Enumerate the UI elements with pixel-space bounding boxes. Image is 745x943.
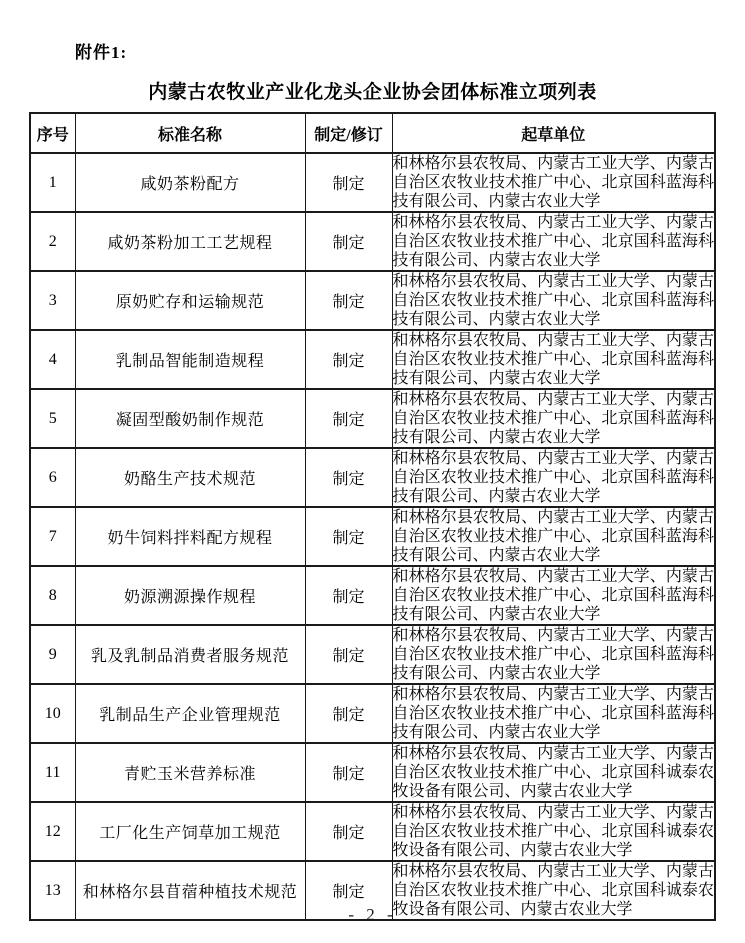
standard-name-cell: 咸奶茶粉配方	[75, 153, 305, 212]
row-number-cell: 9	[30, 625, 75, 684]
standard-name-cell: 奶牛饲料拌料配方规程	[75, 507, 305, 566]
drafting-units-cell: 和林格尔县农牧局、内蒙古工业大学、内蒙古自治区农牧业技术推广中心、北京国科蓝海科技有限公司、内蒙古农业大学	[392, 155, 714, 210]
formulate-revise-cell: 制定	[305, 389, 392, 448]
table-header-row	[30, 113, 715, 153]
drafting-units-cell: 和林格尔县农牧局、内蒙古工业大学、内蒙古自治区农牧业技术推广中心、北京国科蓝海科技有限公司、内蒙古农业大学	[392, 686, 714, 741]
standard-name-cell: 工厂化生产饲草加工规范	[75, 802, 305, 861]
drafting-units-cell: 和林格尔县农牧局、内蒙古工业大学、内蒙古自治区农牧业技术推广中心、北京国科蓝海科技有限公司、内蒙古农业大学	[392, 509, 714, 564]
formulate-revise-cell: 制定	[305, 507, 392, 566]
row-number-cell: 4	[30, 330, 75, 389]
drafting-units-cell: 和林格尔县农牧局、内蒙古工业大学、内蒙古自治区农牧业技术推广中心、北京国科蓝海科技有限公司、内蒙古农业大学	[392, 214, 714, 269]
formulate-revise-cell: 制定	[305, 271, 392, 330]
standard-name-cell: 青贮玉米营养标准	[75, 743, 305, 802]
table-row	[30, 271, 715, 330]
column-header-formulate-revise: 制定/修订	[305, 113, 392, 153]
standard-name-cell: 乳制品生产企业管理规范	[75, 684, 305, 743]
table-row	[30, 802, 715, 861]
standard-name-cell: 乳及乳制品消费者服务规范	[75, 625, 305, 684]
standard-name-cell: 奶源溯源操作规程	[75, 566, 305, 625]
formulate-revise-cell: 制定	[305, 684, 392, 743]
formulate-revise-cell: 制定	[305, 448, 392, 507]
column-header-number: 序号	[30, 113, 75, 153]
table-row	[30, 566, 715, 625]
table-row	[30, 212, 715, 271]
row-number-cell: 12	[30, 802, 75, 861]
formulate-revise-cell: 制定	[305, 212, 392, 271]
formulate-revise-cell: 制定	[305, 861, 392, 920]
row-number-cell: 8	[30, 566, 75, 625]
table-row	[30, 625, 715, 684]
drafting-units-cell: 和林格尔县农牧局、内蒙古工业大学、内蒙古自治区农牧业技术推广中心、北京国科蓝海科技有限公司、内蒙古农业大学	[392, 273, 714, 328]
drafting-units-cell: 和林格尔县农牧局、内蒙古工业大学、内蒙古自治区农牧业技术推广中心、北京国科蓝海科技有限公司、内蒙古农业大学	[392, 568, 714, 623]
formulate-revise-cell: 制定	[305, 625, 392, 684]
formulate-revise-cell: 制定	[305, 330, 392, 389]
drafting-units-cell: 和林格尔县农牧局、内蒙古工业大学、内蒙古自治区农牧业技术推广中心、北京国科蓝海科技有限公司、内蒙古农业大学	[392, 391, 714, 446]
formulate-revise-cell: 制定	[305, 153, 392, 212]
drafting-units-cell: 和林格尔县农牧局、内蒙古工业大学、内蒙古自治区农牧业技术推广中心、北京国科蓝海科技有限公司、内蒙古农业大学	[392, 627, 714, 682]
column-header-standard-name: 标准名称	[75, 113, 305, 153]
table-row	[30, 507, 715, 566]
table-row	[30, 448, 715, 507]
drafting-units-cell: 和林格尔县农牧局、内蒙古工业大学、内蒙古自治区农牧业技术推广中心、北京国科蓝海科技有限公司、内蒙古农业大学	[392, 450, 714, 505]
row-number-cell: 7	[30, 507, 75, 566]
formulate-revise-cell: 制定	[305, 743, 392, 802]
attachment-label: 附件1:	[75, 43, 128, 62]
table-row	[30, 153, 715, 212]
standard-name-cell: 奶酪生产技术规范	[75, 448, 305, 507]
standard-name-cell: 咸奶茶粉加工工艺规程	[75, 212, 305, 271]
row-number-cell: 11	[30, 743, 75, 802]
drafting-units-cell: 和林格尔县农牧局、内蒙古工业大学、内蒙古自治区农牧业技术推广中心、北京国科蓝海科技有限公司、内蒙古农业大学	[392, 332, 714, 387]
standards-table	[29, 112, 716, 921]
standard-name-cell: 凝固型酸奶制作规范	[75, 389, 305, 448]
page-number: - 2 -	[348, 905, 397, 924]
standard-name-cell: 原奶贮存和运输规范	[75, 271, 305, 330]
row-number-cell: 13	[30, 861, 75, 920]
row-number-cell: 3	[30, 271, 75, 330]
drafting-units-cell: 和林格尔县农牧局、内蒙古工业大学、内蒙古自治区农牧业技术推广中心、北京国科诚泰农牧设备有限公司、内蒙古农业大学	[392, 804, 714, 859]
page-title: 内蒙古农牧业产业化龙头企业协会团体标准立项列表	[148, 82, 597, 103]
column-header-drafting-units: 起草单位	[392, 113, 715, 153]
row-number-cell: 10	[30, 684, 75, 743]
drafting-units-cell: 和林格尔县农牧局、内蒙古工业大学、内蒙古自治区农牧业技术推广中心、北京国科诚泰农牧设备有限公司、内蒙古农业大学	[392, 863, 714, 918]
row-number-cell: 1	[30, 153, 75, 212]
drafting-units-cell: 和林格尔县农牧局、内蒙古工业大学、内蒙古自治区农牧业技术推广中心、北京国科诚泰农牧设备有限公司、内蒙古农业大学	[392, 745, 714, 800]
formulate-revise-cell: 制定	[305, 566, 392, 625]
table-row	[30, 330, 715, 389]
table-row	[30, 743, 715, 802]
standard-name-cell: 和林格尔县苜蓿种植技术规范	[75, 861, 305, 920]
row-number-cell: 5	[30, 389, 75, 448]
standard-name-cell: 乳制品智能制造规程	[75, 330, 305, 389]
formulate-revise-cell: 制定	[305, 802, 392, 861]
table-row	[30, 684, 715, 743]
row-number-cell: 6	[30, 448, 75, 507]
table-row	[30, 389, 715, 448]
table-body	[30, 153, 715, 920]
row-number-cell: 2	[30, 212, 75, 271]
